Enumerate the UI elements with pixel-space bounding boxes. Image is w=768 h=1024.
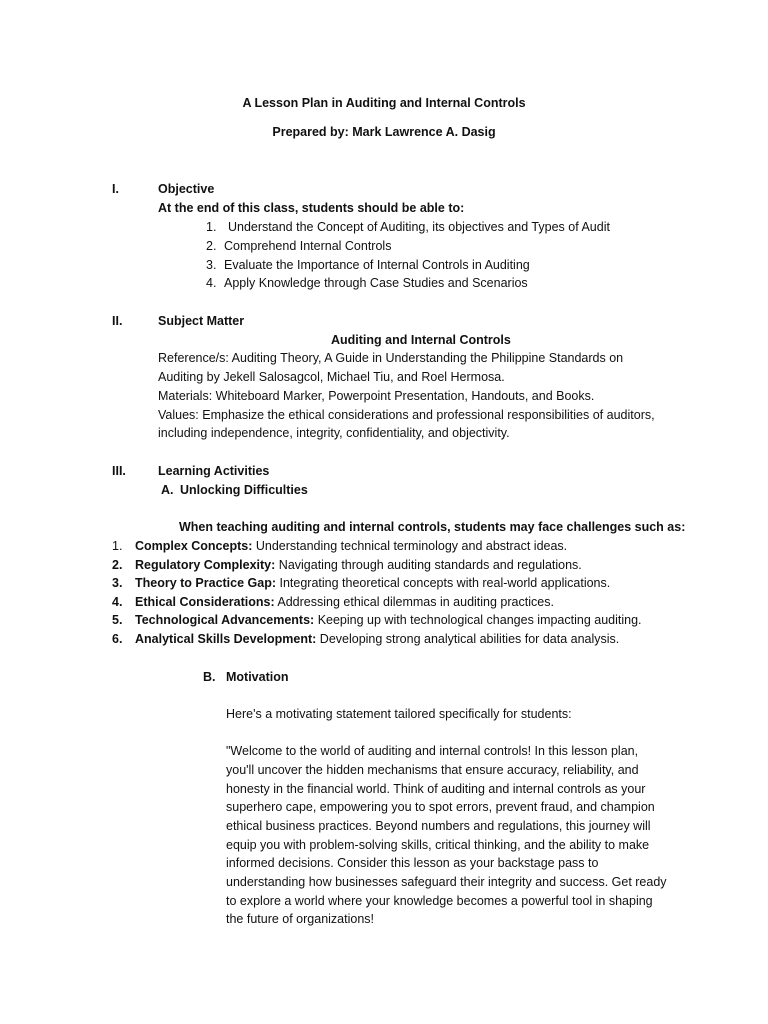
subsection-letter-b: B.	[203, 670, 216, 684]
subject-line: Auditing by Jekell Salosagcol, Michael Tiu, and Roel Hermosa.	[158, 370, 505, 384]
challenge-item	[135, 556, 582, 575]
subject-line: Reference/s: Auditing Theory, A Guide in Understanding the Philippine Standards on	[158, 351, 624, 365]
subsection-heading-motivation: Motivation	[226, 670, 289, 684]
challenge-desc: Developing strong analytical abilities for data analysis.	[316, 632, 620, 646]
challenge-desc: Navigating through auditing standards and regulations.	[275, 558, 582, 572]
objective-item-num: 4.	[206, 276, 217, 290]
subject-line: Materials: Whiteboard Marker, Powerpoint Presentation, Handouts, and Books.	[158, 389, 595, 403]
motivation-line: equip you with problem-solving skills, critical thinking, and the ability to make	[226, 838, 650, 852]
challenge-term: Regulatory Complexity:	[135, 558, 276, 572]
objective-item-text: Evaluate the Importance of Internal Controls in Auditing	[224, 258, 530, 272]
subject-line: including independence, integrity, confidentiality, and objectivity.	[158, 426, 510, 440]
challenge-num: 2.	[112, 558, 123, 572]
objective-item-text: Apply Knowledge through Case Studies and Scenarios	[224, 276, 528, 290]
challenge-desc: Keeping up with technological changes impacting auditing.	[314, 613, 642, 627]
objective-item-num: 3.	[206, 258, 217, 272]
motivation-line: honesty in the financial world. Think of auditing and internal controls as your	[226, 782, 646, 796]
challenge-item	[135, 630, 619, 649]
section-numeral-subject-matter: II.	[112, 314, 123, 328]
challenge-num: 6.	[112, 632, 123, 646]
challenges-intro: When teaching auditing and internal controls, students may face challenges such as:	[179, 520, 686, 534]
objective-item-num: 2.	[206, 239, 217, 253]
challenge-term: Technological Advancements:	[135, 613, 315, 627]
challenge-term: Complex Concepts:	[135, 539, 253, 553]
challenge-term: Theory to Practice Gap:	[135, 576, 277, 590]
challenge-num: 4.	[112, 595, 123, 609]
challenge-item	[135, 593, 554, 612]
section-heading-learning-activities: Learning Activities	[158, 464, 270, 478]
objective-item-num: 1.	[206, 220, 217, 234]
challenge-desc: Understanding technical terminology and abstract ideas.	[252, 539, 568, 553]
prepared-by: Prepared by: Mark Lawrence A. Dasig	[272, 125, 496, 139]
motivation-line: superhero cape, empowering you to spot errors, prevent fraud, and champion	[226, 800, 655, 814]
section-heading-subject-matter: Subject Matter	[158, 314, 245, 328]
motivation-line: you'll uncover the hidden mechanisms that ensure accuracy, reliability, and	[226, 763, 639, 777]
challenge-item	[135, 574, 610, 593]
motivation-line: to explore a world where your knowledge becomes a powerful tool in shaping	[226, 894, 653, 908]
motivation-line: informed decisions. Consider this lesson as your backstage pass to	[226, 856, 599, 870]
challenge-item	[135, 537, 567, 556]
challenge-num: 3.	[112, 576, 123, 590]
challenge-desc: Integrating theoretical concepts with real-world applications.	[276, 576, 611, 590]
motivation-line: "Welcome to the world of auditing and internal controls! In this lesson plan,	[226, 744, 639, 758]
section-heading-objective: Objective	[158, 182, 215, 196]
challenge-num: 5.	[112, 613, 123, 627]
subject-topic: Auditing and Internal Controls	[331, 333, 511, 347]
challenge-item	[135, 611, 642, 630]
challenge-term: Analytical Skills Development:	[135, 632, 317, 646]
objective-intro: At the end of this class, students should be able to:	[158, 201, 465, 215]
challenge-desc: Addressing ethical dilemmas in auditing practices.	[274, 595, 554, 609]
subsection-heading-unlocking-difficulties: Unlocking Difficulties	[180, 483, 308, 497]
challenge-term: Ethical Considerations:	[135, 595, 275, 609]
challenge-num: 1.	[112, 539, 123, 553]
section-numeral-learning-activities: III.	[112, 464, 126, 478]
objective-item-text: Comprehend Internal Controls	[224, 239, 392, 253]
subsection-letter-a: A.	[161, 483, 174, 497]
motivation-line: ethical business practices. Beyond numbers and regulations, this journey will	[226, 819, 651, 833]
motivation-line: understanding how businesses safeguard their integrity and success. Get ready	[226, 875, 667, 889]
motivation-line: the future of organizations!	[226, 912, 375, 926]
document-title: A Lesson Plan in Auditing and Internal Controls	[242, 96, 526, 110]
motivation-intro: Here's a motivating statement tailored specifically for students:	[226, 707, 572, 721]
subject-line: Values: Emphasize the ethical considerations and professional responsibilities of auditors,	[158, 408, 655, 422]
section-numeral-objective: I.	[112, 182, 119, 196]
objective-item-text: Understand the Concept of Auditing, its objectives and Types of Audit	[228, 220, 610, 234]
